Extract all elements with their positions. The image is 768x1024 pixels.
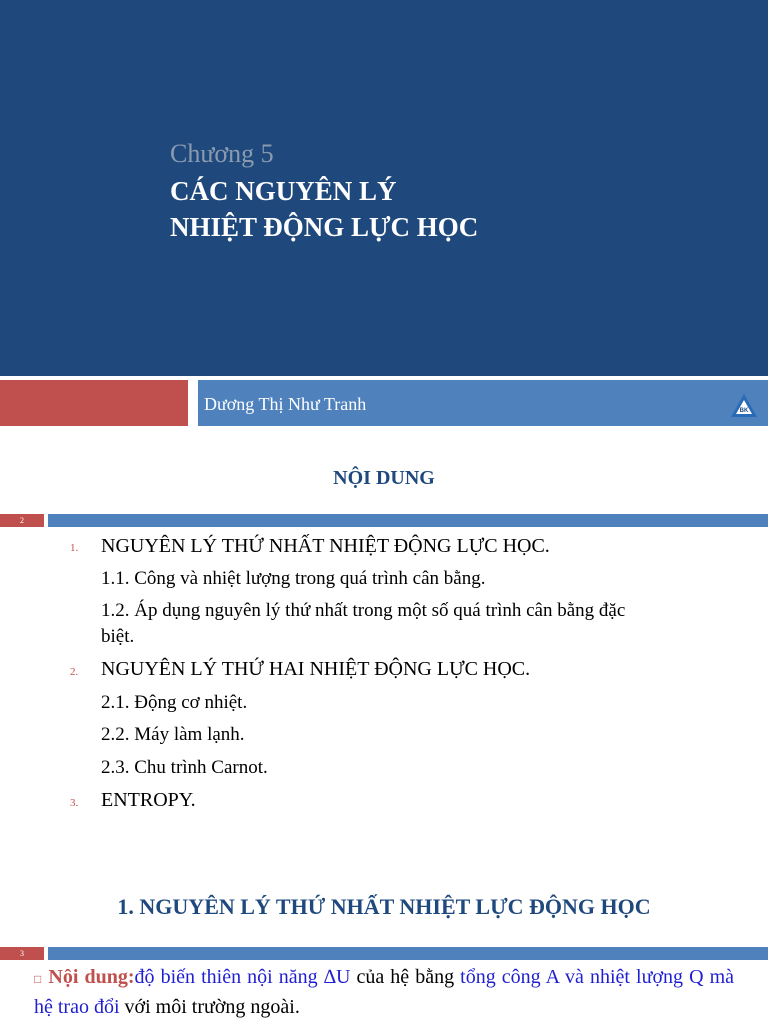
slide-header-bar [48,947,768,960]
section-heading: 1. NGUYÊN LÝ THỨ NHẤT NHIỆT LỰC ĐỘNG HỌC [117,894,651,919]
toc-subitem: 2.1. Động cơ nhiệt. [101,692,248,713]
slide-title-line-1: CÁC NGUYÊN LÝ [170,176,397,206]
logo-text: BK [739,408,749,414]
content-highlight-1: độ biến thiên nội năng ∆U [134,966,351,988]
toc-item: NGUYÊN LÝ THỨ NHẤT NHIỆT ĐỘNG LỰC HỌC. [101,535,550,557]
slide-title-line-2: NHIỆT ĐỘNG LỰC HỌC [170,212,479,242]
accent-bar-red [0,380,188,426]
toc-subitem: 2.2. Máy làm lạnh. [101,724,245,745]
toc-subitem: 1.2. Áp dụng nguyên lý thứ nhất trong một số quá trình cân bằng đặc biệt. [101,600,626,647]
content-highlight-2: tổng công A và nhiệt lượng Q mà hệ trao đổi [34,966,735,1018]
content-text-2: với môi trường ngoài. [119,996,300,1018]
toc-heading: NỘI DUNG [333,467,435,489]
bullet-icon: □ [34,972,43,986]
slide-number-badge: 2 [0,514,44,527]
toc-number: 3. [70,797,79,809]
slide-number-badge: 3 [0,947,44,960]
toc-number: 2. [70,666,79,678]
content-label: Nội dung: [48,966,135,988]
toc-subitem: 1.1. Công và nhiệt lượng trong quá trình cân bằng. [101,568,486,589]
chapter-label: Chương 5 [170,139,274,168]
content-text-1: của hệ bằng [350,966,461,988]
toc-subitem: 2.3. Chu trình Carnot. [101,757,268,778]
content-paragraph [34,963,734,1021]
slide-header-bar [48,514,768,527]
toc-item: ENTROPY. [101,789,196,811]
author-name: Dương Thị Như Tranh [204,394,367,414]
university-logo-icon [730,393,758,421]
toc-item: NGUYÊN LÝ THỨ HAI NHIỆT ĐỘNG LỰC HỌC. [101,658,531,680]
slide-title [170,173,478,245]
toc-number: 1. [70,542,79,554]
